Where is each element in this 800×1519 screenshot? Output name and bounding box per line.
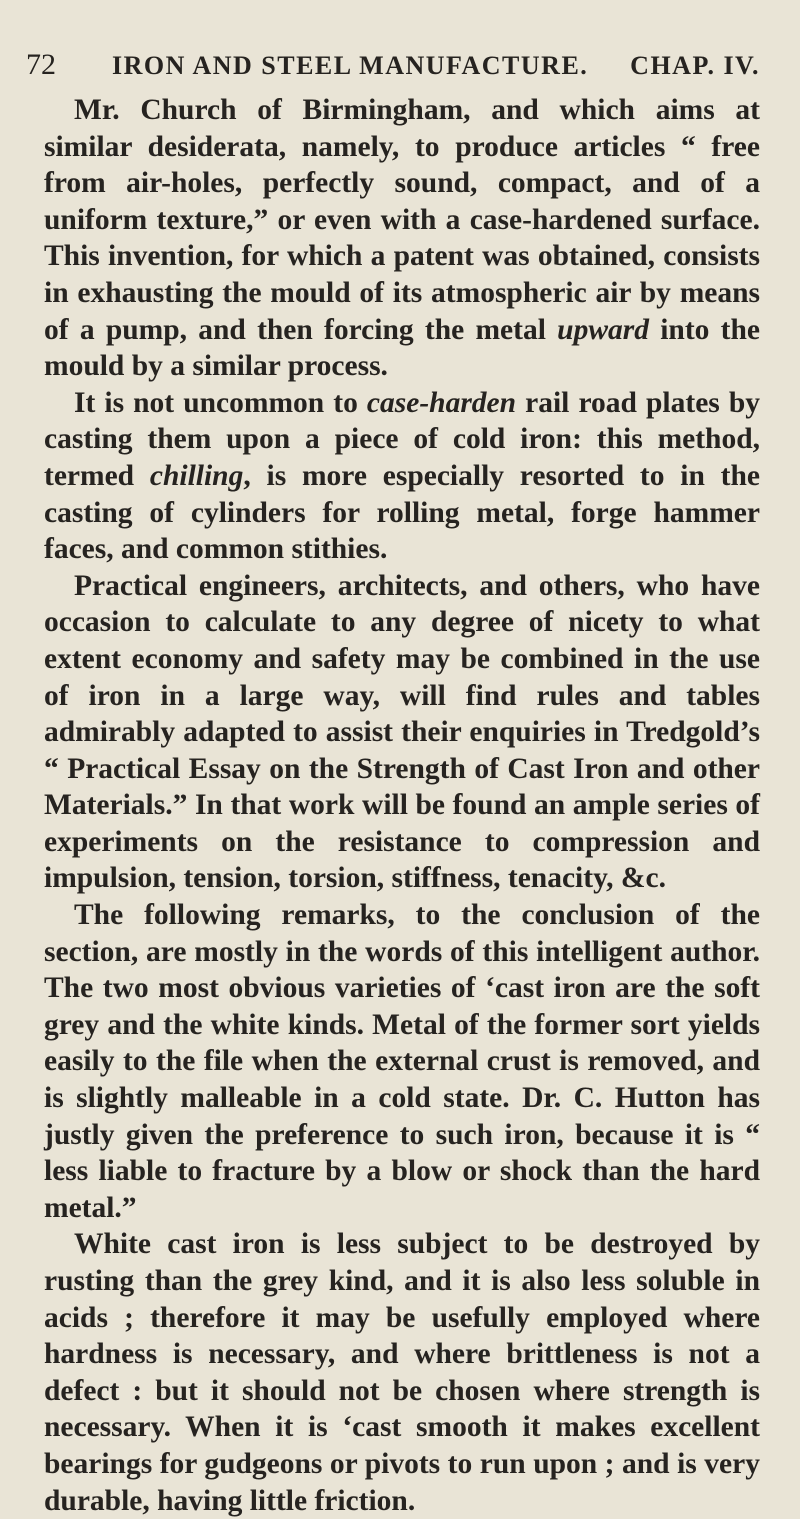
- paragraph-text: Practical engineers, architects, and others, who have occasion to calculate to any degree of nicety to what extent economy and safety may be combined in the use of iron in a large way, will find rules and tables admirably adapted to assist their enquiries in Tredgold’s “ Practical Essay on the Strength of Cast Iron and other Materials.” In that work will be found an ample series of experiments on the resistance to compression and impulsion, tension, torsion, stiffness, tenacity, &c.: [44, 569, 760, 895]
- body-text: [44, 92, 760, 1519]
- paragraph-text: White cast iron is less subject to be destroyed by rusting than the grey kind, and it is also less soluble in acids ; therefore it may be usefully employed where hardness is necessary, and where brittleness is not a defect : but it should not be chosen where strength is necessary. When it is ‘cast smooth it makes excellent bearings for gudgeons or pivots to run upon ; and is very durable, having little friction.: [44, 1228, 760, 1517]
- paragraph-5: [44, 1226, 760, 1519]
- paragraph-text: rail road plates by casting them upon a piece of cold iron: this method, termed: [44, 386, 761, 492]
- paragraph-text: It is not uncommon to: [74, 386, 367, 419]
- paragraph-4: [44, 897, 760, 1226]
- italic-term: chilling: [149, 459, 244, 492]
- chapter-label: CHAP. IV.: [630, 51, 760, 80]
- page-number: 72: [26, 48, 56, 81]
- running-head: [26, 48, 760, 82]
- italic-term: upward: [557, 313, 649, 346]
- paragraph-text: into the mould by a similar process.: [44, 313, 760, 383]
- italic-term: case-harden: [366, 386, 517, 419]
- paragraph-1: [44, 92, 760, 385]
- paragraph-3: [44, 568, 760, 897]
- paragraph-text: Mr. Church of Birmingham, and which aims at similar desiderata, namely, to produce articles “ free from air-holes, perfectly sound, compact, and of a uniform texture,” or even with a case-hardened surface. This invention, for which a patent was obtained, consists in exhausting the mould of its atmospheric air by means of a pump, and then forcing the metal: [44, 94, 760, 346]
- book-title: IRON AND STEEL MANUFACTURE.: [112, 51, 589, 80]
- paragraph-text: , is more especially resorted to in the casting of cylinders for rolling metal, forge hammer faces, and common stithies.: [44, 459, 760, 566]
- paragraph-text: The following remarks, to the conclusion of the section, are mostly in the words of this intelligent author. The two most obvious varieties of ‘cast iron are the soft grey and the white kinds. Metal of the former sort yields easily to the file when the external crust is removed, and is slightly malleable in a cold state. Dr. C. Hutton has justly given the preference to such iron, because it is “ less liable to fracture by a blow or shock than the hard metal.”: [44, 899, 760, 1224]
- paragraph-2: [44, 385, 760, 568]
